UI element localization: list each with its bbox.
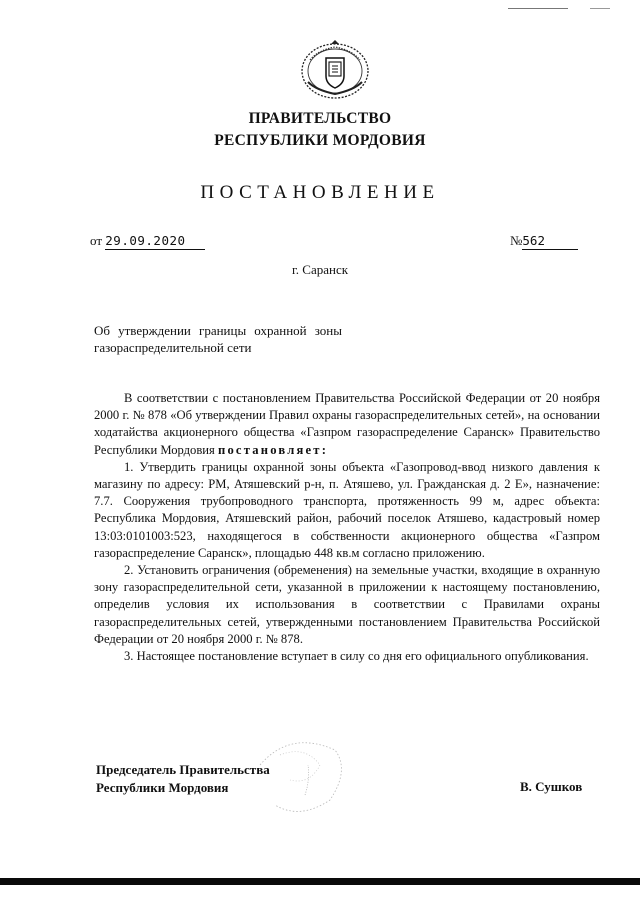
item-1: 1. Утвердить границы охранной зоны объекта «Газопровод-ввод низкого давления к магазину по адресу: РМ, Атяшевский р-н, п. Атяшево, ул. Гражданская д. 2 Е», назначение: 7.7. Сооружения трубопроводного транспорта, протяженность 99 м, адрес объекта: Республика Мордовия, Атяшевский район, рабочий поселок Атяшево, кадастровый номер 13:03:0101003:523, находящегося в собственности акционерного общества «Газпром газораспределение Саранск», площадью 448 кв.м согласно приложению. (94, 459, 600, 560)
top-scan-mark (508, 8, 568, 9)
scan-edge-bar (0, 878, 640, 885)
document-body (94, 390, 600, 665)
number-value: 562 (522, 233, 545, 248)
date-field (90, 233, 205, 250)
document-type: ПОСТАНОВЛЕНИЕ (200, 182, 440, 203)
coat-of-arms-emblem (298, 38, 372, 100)
signatory-title-line1: Председатель Правительства (96, 762, 270, 777)
document-subject: Об утверждении границы охранной зоны газораспределительной сети (94, 323, 342, 355)
signatory-title-line2: Республики Мордовия (96, 780, 229, 795)
preamble-paragraph (94, 390, 600, 459)
number-field (510, 233, 578, 250)
preamble-text: В соответствии с постановлением Правительства Российской Федерации от 20 ноября 2000 г. № 878 «Об утверждении Правил охраны газораспределительных сетей», на основании ходатайства акционерного общества «Газпром газораспределение Саранск» Правительство Республики Мордовия (94, 391, 600, 457)
org-name-line2: РЕСПУБЛИКИ МОРДОВИЯ (214, 132, 426, 149)
signatory-title (96, 761, 270, 797)
item-2: 2. Установить ограничения (обременения) на земельные участки, входящие в охранную зону газораспределительной сети, указанной в приложении к настоящему постановлению, определив условия их использования в соответствии с Правилами охраны газораспределительных сетей, утвержденными постановлением Правительства Российской Федерации от 20 ноября 2000 г. № 878. (94, 563, 600, 646)
decree-word: постановляет: (217, 442, 329, 457)
org-name-line1: ПРАВИТЕЛЬСТВО (248, 110, 392, 127)
date-value: 29.09.2020 (105, 233, 186, 248)
number-prefix: № (510, 233, 523, 248)
city: г. Саранск (291, 262, 349, 277)
top-scan-mark-2 (590, 8, 610, 9)
date-prefix: от (90, 233, 103, 248)
signatory-name: В. Сушков (520, 779, 583, 794)
item-3: 3. Настоящее постановление вступает в силу со дня его официального опубликования. (124, 649, 589, 664)
